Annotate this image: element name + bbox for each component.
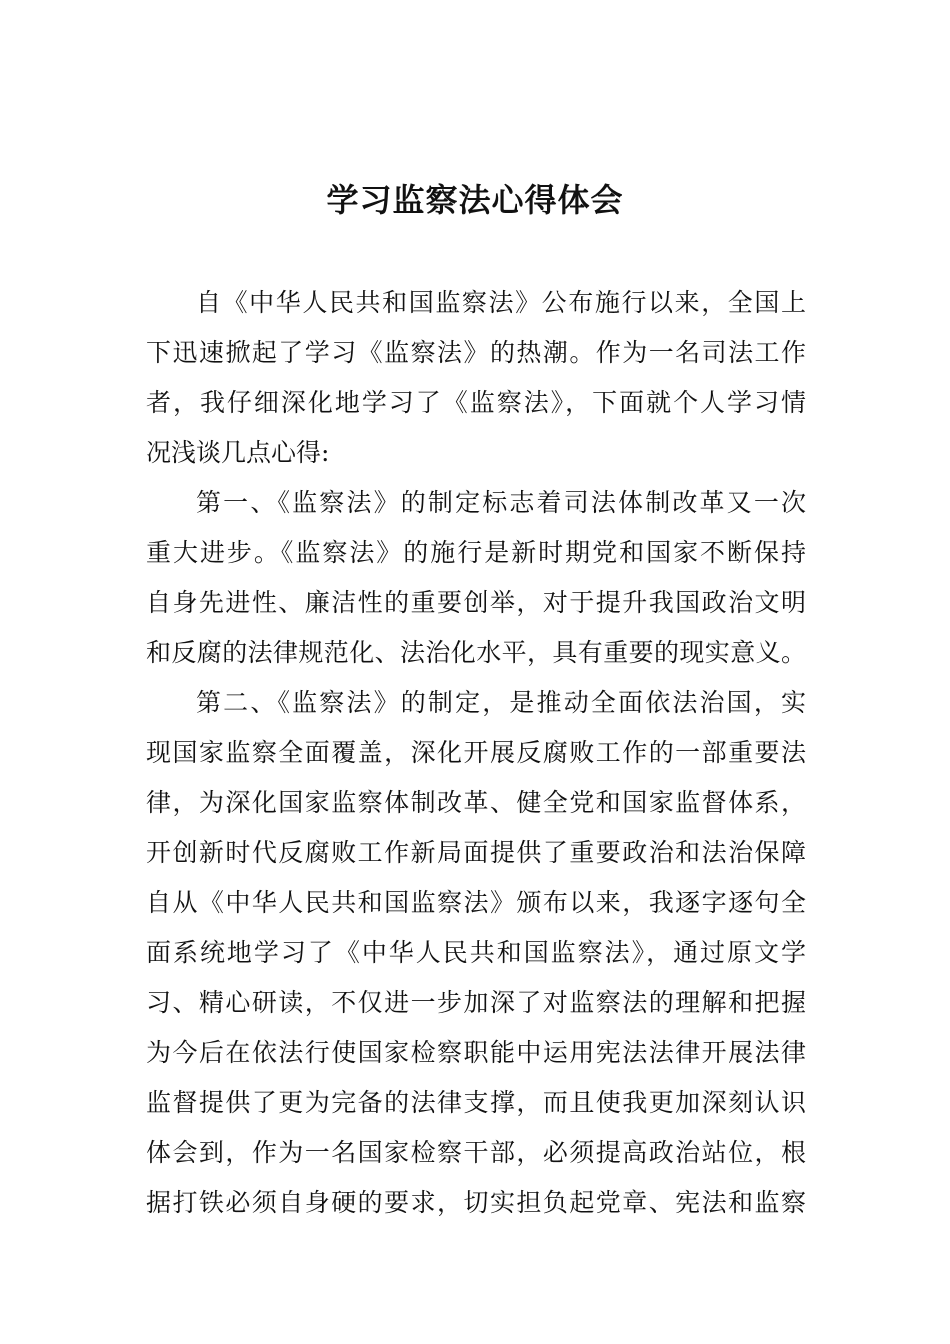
paragraph-line: 监督提供了更为完备的法律支撑，而且使我更加深刻认识 — [146, 1088, 806, 1117]
paragraph-line: 重大进步。《监察法》的施行是新时期党和国家不断保持 — [146, 538, 806, 567]
paragraph-line: 自《中华人民共和国监察法》公布施行以来，全国上 — [196, 288, 806, 317]
paragraph-line: 律，为深化国家监察体制改革、健全党和国家监督体系， — [146, 788, 806, 817]
paragraph-line: 现国家监察全面覆盖，深化开展反腐败工作的一部重要法 — [146, 738, 806, 767]
paragraph-line: 习、精心研读，不仅进一步加深了对监察法的理解和把握 — [146, 988, 806, 1017]
paragraph-line: 开创新时代反腐败工作新局面提供了重要政治和法治保障 — [146, 838, 806, 867]
paragraph-line: 面系统地学习了《中华人民共和国监察法》，通过原文学 — [146, 938, 806, 967]
paragraph-line: 者，我仔细深化地学习了《监察法》，下面就个人学习情 — [146, 388, 806, 417]
paragraph-line: 下迅速掀起了学习《监察法》的热潮。作为一名司法工作 — [146, 338, 806, 367]
paragraph-line: 和反腐的法律规范化、法治化水平，具有重要的现实意义。 — [146, 638, 806, 667]
document-title: 学习监察法心得体会 — [326, 181, 624, 219]
paragraph-line: 体会到，作为一名国家检察干部，必须提高政治站位，根 — [146, 1138, 806, 1167]
paragraph-line: 据打铁必须自身硬的要求，切实担负起党章、宪法和监察 — [146, 1188, 806, 1217]
paragraph-line: 第二、《监察法》的制定，是推动全面依法治国，实 — [196, 688, 806, 717]
paragraph-line: 况浅谈几点心得: — [146, 438, 330, 467]
paragraph-line: 自身先进性、廉洁性的重要创举，对于提升我国政治文明 — [146, 588, 806, 617]
document-body — [146, 278, 806, 1228]
paragraph-line: 第一、《监察法》的制定标志着司法体制改革又一次 — [196, 488, 806, 517]
paragraph-line: 自从《中华人民共和国监察法》颁布以来，我逐字逐句全 — [146, 888, 806, 917]
paragraph-line: 为今后在依法行使国家检察职能中运用宪法法律开展法律 — [146, 1038, 806, 1067]
